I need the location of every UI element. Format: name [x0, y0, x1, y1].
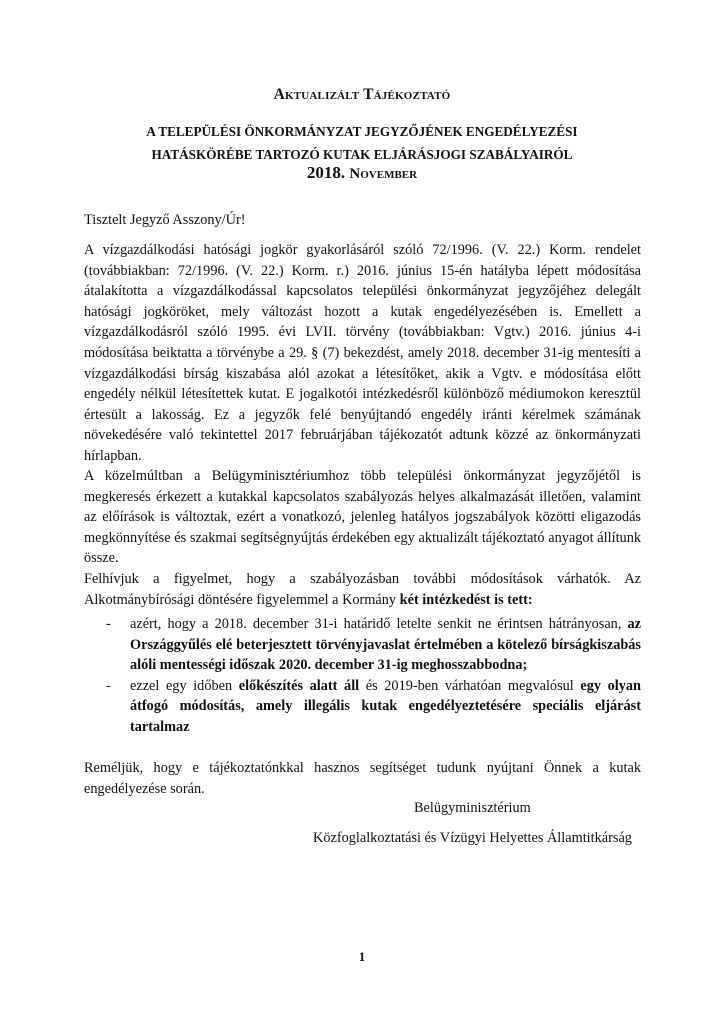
- signature-department: Közfoglalkoztatási és Vízügyi Helyettes Államtitkárság: [313, 830, 632, 846]
- paragraph-4: Reméljük, hogy e tájékoztatónkkal hasznos segítséget tudunk nyújtani Önnek a kutak engedélyezése során.: [84, 760, 641, 797]
- paragraph-2: A közelmúltban a Belügyminisztériumhoz több települési önkormányzat jegyzőjétől is megkeresés érkezett a kutakkal kapcsolatos szabályozás helyes alkalmazását illetően, valamint az előírások is változtak, ezért a vonatkozó, jelenleg hatályos jogszabályok közötti eligazodás megkönnyítése és szakmai segítségnyújtás érdekében egy aktualizált tájékoztató anyagot állítunk össze.: [84, 468, 641, 567]
- paragraph-1: A vízgazdálkodási hatósági jogkör gyakorlásáról szóló 72/1996. (V. 22.) Korm. rendelet (továbbiakban: 72/1996. (V. 22.) Korm. r.) 2016. június 15-én hatályba lépett módosítása átalakította a vízgazdálkodással kapcsolatos települési önkormányzat jegyzőjéhez delegált hatósági jogköröket, mely változást hozott a kutak engedélyezésében is. Emellett a vízgazdálkodásról szóló 1995. évi LVII. törvény (továbbiakban: Vgtv.) 2016. június 4-i módosítása beiktatta a törvénybe a 29. § (7) bekezdést, amely 2018. december 31-ig mentesíti a vízgazdálkodási bírság kiszabása alól azokat a létesítőket, akik a Vgtv. e módosítása előtt engedély nélkül létesítettek kutat. E jogalkotói intézkedésről különböző médiumokon keresztül értesült a lakosság. Ez a jegyzők felé benyújtandó engedély iránti kérelmek számának növekedésére való tekintettel 2017 februárjában tájékozatót adtunk közzé az önkormányzati hírlapban.: [84, 242, 641, 464]
- subtitle-line-2: HATÁSKÖRÉBE TARTOZÓ KUTAK ELJÁRÁSJOGI SZABÁLYAIRÓL: [151, 147, 573, 162]
- list-item-2-emphasis-a: előkészítés alatt áll: [238, 677, 360, 694]
- document-title: Aktualizált Tájékoztató: [273, 86, 451, 103]
- page-number: 1: [358, 949, 366, 964]
- measures-list: [84, 614, 641, 738]
- salutation: Tisztelt Jegyző Asszony/Úr!: [84, 212, 246, 228]
- list-item-1-emphasis: az Országgyűlés elé beterjesztett törvényjavaslat értelmében a kötelező bírságkiszabás alóli mentességi időszak 2020. december 31-ig meghosszabbodna;: [130, 616, 641, 674]
- list-item: [84, 614, 641, 676]
- document-subtitle: [0, 120, 724, 166]
- list-item: [84, 676, 641, 738]
- list-dash-marker: -: [106, 677, 111, 694]
- signature-ministry: Belügyminisztérium: [414, 800, 531, 816]
- list-item-1-text: azért, hogy a 2018. december 31-i határidő letelte senkit ne érintsen hátrányosan,: [130, 616, 628, 632]
- list-item-2-text-b: és 2019-ben várhatóan megvalósul: [359, 677, 581, 694]
- date-year: 2018.: [306, 163, 346, 182]
- paragraph-3-emphasis: két intézkedést is tett:: [399, 591, 533, 608]
- list-dash-marker: -: [106, 616, 111, 632]
- list-item-2-text-a: ezzel egy időben: [130, 677, 239, 694]
- document-date: [0, 163, 724, 183]
- date-month: November: [349, 166, 418, 182]
- list-item-2-emphasis-b: egy olyan átfogó módosítás, amely illegális kutak engedélyeztetésére speciális eljárást tartalmaz: [130, 677, 641, 735]
- paragraph-3-text: Felhívjuk a figyelmet, hogy a szabályozásban további módosítások várhatók. Az Alkotmánybírósági döntésére figyelemmel a Kormány: [84, 571, 641, 608]
- paragraph-3: [84, 569, 641, 610]
- subtitle-line-1: A TELEPÜLÉSI ÖNKORMÁNYZAT JEGYZŐJÉNEK ENGEDÉLYEZÉSI: [146, 124, 578, 139]
